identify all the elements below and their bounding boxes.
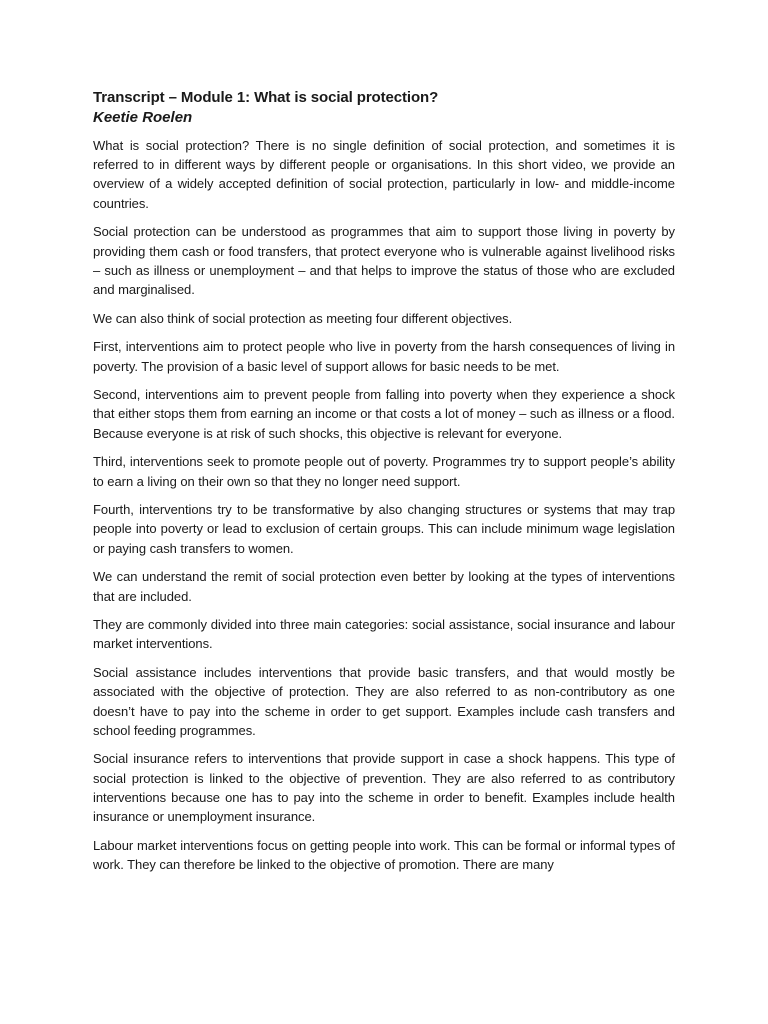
paragraph-definition: Social protection can be understood as programmes that aim to support those living in poverty by providing them cash or food transfers, that protect everyone who is vulnerable against livelihood risks – such as illness or unemployment – and that helps to improve the status of those who are excluded and marginalised. bbox=[93, 224, 675, 297]
paragraph-second-objective: Second, interventions aim to prevent people from falling into poverty when they experience a shock that either stops them from earning an income or that costs a lot of money – such as illness or a flood. Because everyone is at risk of such shocks, this objective is relevant for everyone. bbox=[93, 387, 675, 441]
document-title: Transcript – Module 1: What is social protection? bbox=[93, 89, 439, 106]
paragraph-intro: What is social protection? There is no single definition of social protection, and sometimes it is referred to in different ways by different people or organisations. In this short video, we provide an overview of a widely accepted definition of social protection, particularly in low- and middle-income countries. bbox=[93, 138, 675, 211]
paragraph-categories: They are commonly divided into three main categories: social assistance, social insurance and labour market interventions. bbox=[93, 617, 675, 652]
paragraph-fourth-objective: Fourth, interventions try to be transformative by also changing structures or systems that may trap people into poverty or lead to exclusion of certain groups. This can include minimum wage legislation or paying cash transfers to women. bbox=[93, 502, 675, 556]
document-author: Keetie Roelen bbox=[93, 109, 193, 126]
document-body bbox=[93, 88, 675, 884]
paragraph-labour-market: Labour market interventions focus on getting people into work. This can be formal or informal types of work. They can therefore be linked to the objective of promotion. There are many bbox=[93, 837, 675, 872]
paragraph-third-objective: Third, interventions seek to promote people out of poverty. Programmes try to support people’s ability to earn a living on their own so that they no longer need support. bbox=[93, 454, 675, 489]
paragraph-social-assistance: Social assistance includes interventions that provide basic transfers, and that would mostly be associated with the objective of protection. They are also referred to as non-contributory as one doesn’t have to pay into the scheme in order to get support. Examples include cash transfers and school feeding programmes. bbox=[93, 665, 675, 738]
paragraph-first-objective: First, interventions aim to protect people who live in poverty from the harsh consequences of living in poverty. The provision of a basic level of support allows for basic needs to be met. bbox=[93, 339, 675, 374]
paragraph-social-insurance: Social insurance refers to interventions that provide support in case a shock happens. This type of social protection is linked to the objective of prevention. They are also referred to as contributory interventions because one has to pay into the scheme in order to benefit. Examples include health insurance or unemployment insurance. bbox=[93, 751, 675, 825]
paragraph-objectives: We can also think of social protection as meeting four different objectives. bbox=[93, 310, 513, 326]
paragraph-remit: We can understand the remit of social protection even better by looking at the types of interventions that are included. bbox=[93, 569, 675, 604]
